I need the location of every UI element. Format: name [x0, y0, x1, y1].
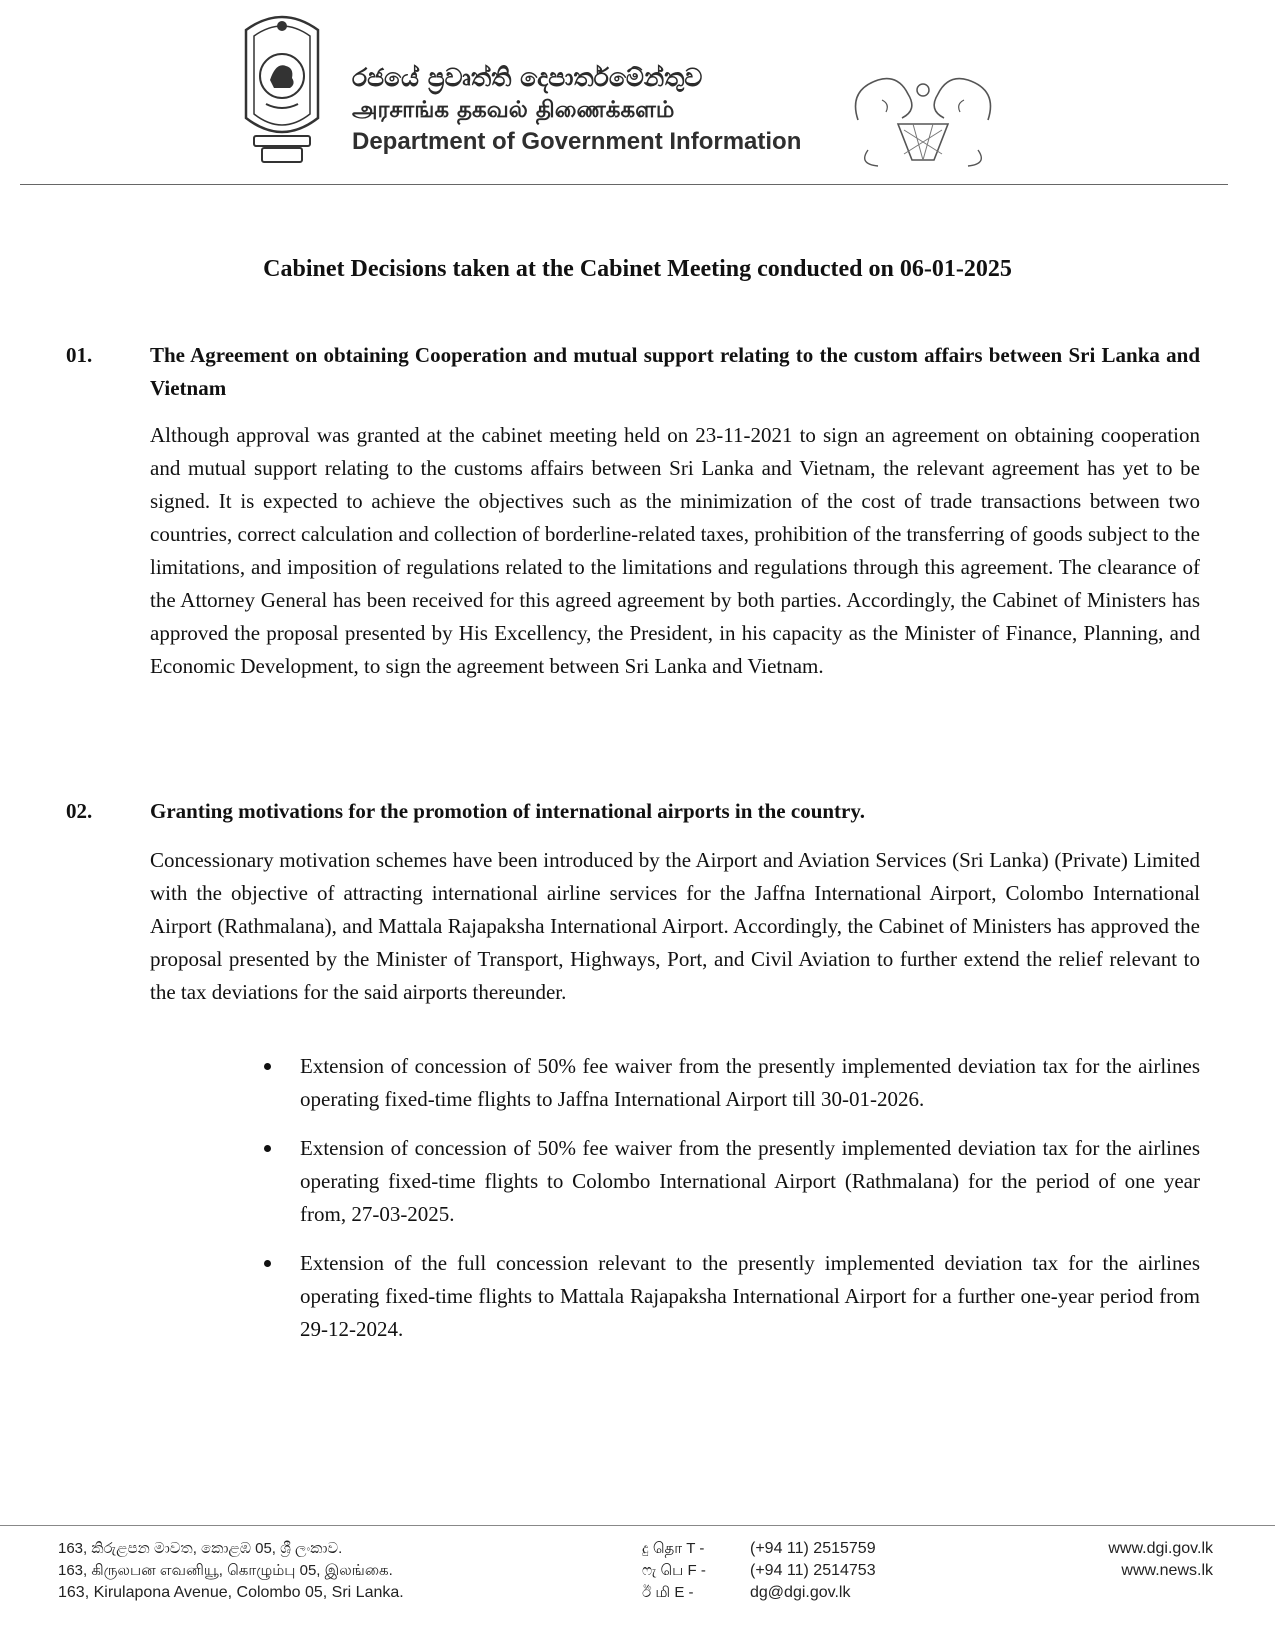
- phone-row: [642, 1538, 876, 1560]
- section-number: 02.: [66, 799, 93, 823]
- footer-divider: [0, 1525, 1275, 1526]
- phone-label: දු தொ T -: [642, 1540, 705, 1557]
- section-heading: The Agreement on obtaining Cooperation and mutual support relating to the custom affairs between Sri Lanka and Vietnam: [150, 343, 1200, 400]
- letterhead: [0, 0, 1275, 190]
- fax-label: ෆැ பெ F -: [642, 1562, 706, 1579]
- contact-block: [642, 1538, 876, 1604]
- list-item-text: Extension of concession of 50% fee waiver from the presently implemented deviation tax for the airlines operating fixed-time flights to Colombo International Airport (Rathmalana) for the period of one year from, 27-03-2025.: [300, 1136, 1200, 1226]
- concession-list: [260, 1050, 1200, 1362]
- fax-number: (+94 11) 2514753: [750, 1562, 876, 1579]
- org-name-sinhala: රජයේ ප්‍රවෘත්ති දෙපාර්තමේන්තුව: [352, 63, 703, 92]
- list-item-text: Extension of the full concession relevant to the presently implemented deviation tax for the airlines operating fixed-time flights to Mattala Rajapaksha International Airport for a further one-year period from 29-12-2024.: [300, 1251, 1200, 1341]
- section-number: 01.: [66, 343, 93, 367]
- org-name-tamil: அரசாங்க தகவல் திணைக்களம்: [352, 97, 675, 123]
- address-tamil: 163, கிருலபன எவனியூ, கொழும்பு 05, இலங்கை.: [58, 1562, 393, 1579]
- website-link-news[interactable]: www.news.lk: [1121, 1562, 1213, 1579]
- national-emblem-icon: [236, 10, 328, 168]
- fax-row: [642, 1560, 876, 1582]
- decorative-ornament-icon: [838, 60, 1008, 172]
- section-body: Although approval was granted at the cabinet meeting held on 23-11-2021 to sign an agreement on obtaining cooperation and mutual support relating to the customs affairs between Sri Lanka and Vietnam, the relevant agreement has yet to be signed. It is expected to achieve the objectives such as the minimization of the cost of trade transactions between two countries, correct calculation and collection of borderline-related taxes, prohibition of the transferring of goods subject to the limitations, and imposition of regulations related to the limitations and regulations through this agreement. The clearance of the Attorney General has been received for this agreed agreement by both parties. Accordingly, the Cabinet of Ministers has approved the proposal presented by His Excellency, the President, in his capacity as the Minister of Finance, Planning, and Economic Development, to sign the agreement between Sri Lanka and Vietnam.: [150, 423, 1200, 678]
- list-item: [260, 1050, 1200, 1116]
- email-label: ඊ மி E -: [642, 1584, 694, 1601]
- bullet-icon: [264, 1260, 271, 1267]
- website-block: [1108, 1538, 1213, 1582]
- bullet-icon: [264, 1145, 271, 1152]
- bullet-icon: [264, 1063, 271, 1070]
- header-divider: [20, 184, 1228, 185]
- email-address: dg@dgi.gov.lk: [750, 1584, 851, 1601]
- email-row: [642, 1582, 876, 1604]
- address-sinhala: 163, කිරුළපන මාවත, කොළඹ 05, ශ්‍රී ලංකාව.: [58, 1540, 343, 1557]
- list-item-text: Extension of concession of 50% fee waiver from the presently implemented deviation tax for the airlines operating fixed-time flights to Jaffna International Airport till 30-01-2026.: [300, 1054, 1200, 1111]
- document-title: Cabinet Decisions taken at the Cabinet Meeting conducted on 06-01-2025: [263, 256, 1012, 282]
- list-item: [260, 1132, 1200, 1231]
- address-english: 163, Kirulapona Avenue, Colombo 05, Sri Lanka.: [58, 1584, 404, 1601]
- address-block: [58, 1538, 404, 1604]
- list-item: [260, 1247, 1200, 1346]
- section-body: Concessionary motivation schemes have been introduced by the Airport and Aviation Services (Sri Lanka) (Private) Limited with the objective of attracting international airline services for the Jaffna International Airport, Colombo International Airport (Rathmalana), and Mattala Rajapaksha International Airport. Accordingly, the Cabinet of Ministers has approved the proposal presented by the Minister of Transport, Highways, Port, and Civil Aviation to further extend the relief relevant to the tax deviations for the said airports thereunder.: [150, 848, 1200, 1004]
- website-link-dgi[interactable]: www.dgi.gov.lk: [1108, 1540, 1213, 1557]
- section-heading: Granting motivations for the promotion of international airports in the country.: [150, 799, 865, 823]
- organization-names: [352, 62, 832, 158]
- phone-number: (+94 11) 2515759: [750, 1540, 876, 1557]
- letterhead-footer: [0, 1532, 1275, 1632]
- org-name-english: Department of Government Information: [352, 128, 802, 155]
